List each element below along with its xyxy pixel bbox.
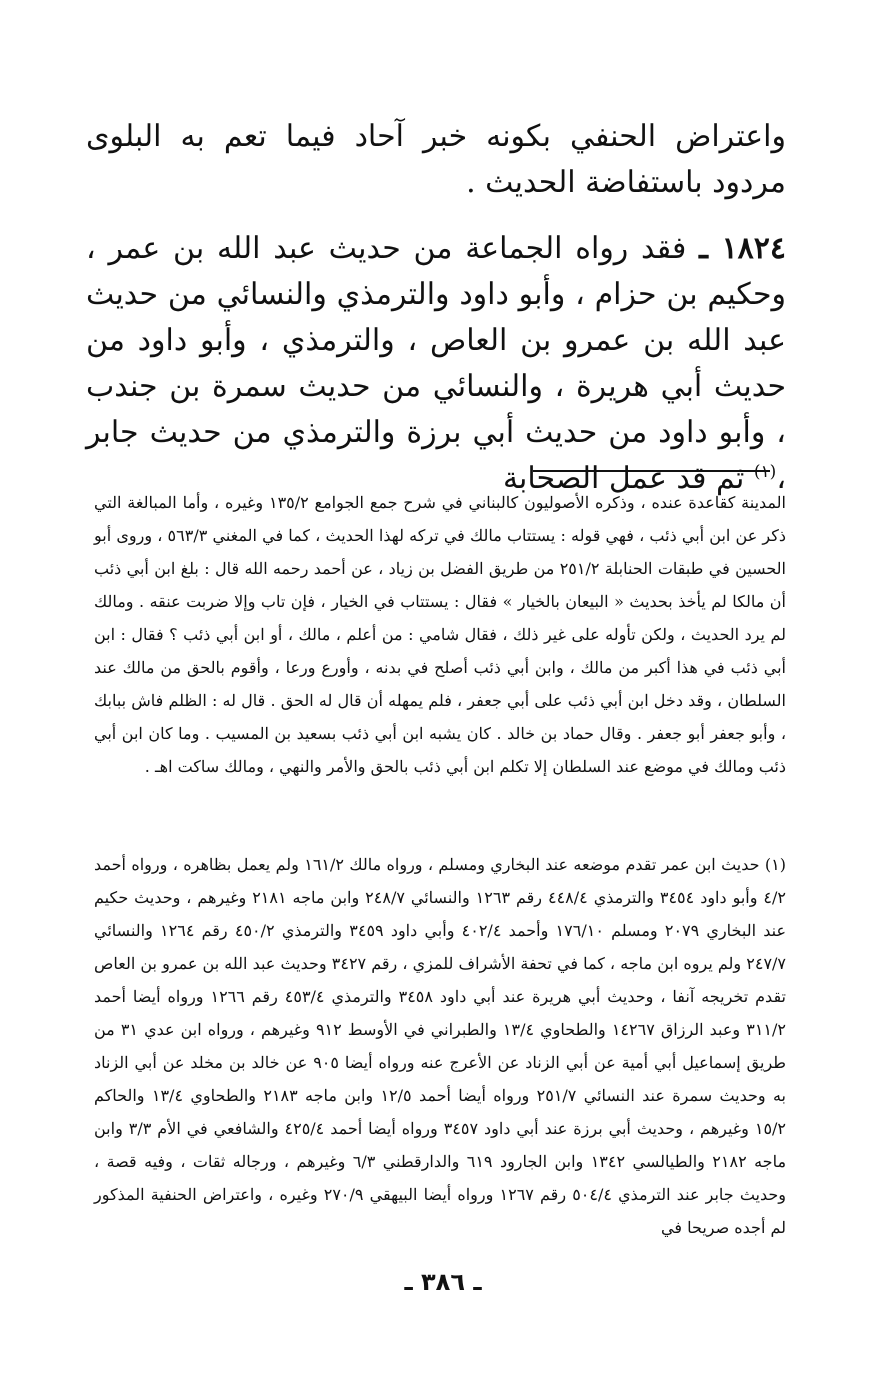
footnote-reference[interactable]: (١) xyxy=(753,462,777,482)
hadith-number: ١٨٢٤ ـ xyxy=(699,231,787,266)
main-paragraph-1 xyxy=(86,114,786,206)
main-paragraph-1-text: واعتراض الحنفي بكونه خبر آحاد فيما تعم به البلوى مردود باستفاضة الحديث . xyxy=(86,119,786,200)
footnote-divider xyxy=(533,470,770,472)
main-paragraph-2-tail: ثم قد عمل الصحابة xyxy=(502,461,754,496)
footnote-1 xyxy=(94,848,786,1244)
footnote-continued-text: المدينة كقاعدة عنده ، وذكره الأصوليون كالبناني في شرح جمع الجوامع ١٣٥/٢ وغيره ، وأما المبالغة التي ذكر عن ابن أبي ذئب ، فهي قوله : يستتاب مالك في تركه لهذا الحديث ، كما في المغني ٥٦٣/٣ ، وروى أبو الحسين في طبقات الحنابلة ٢٥١/٢ من طريق الفضل بن زياد ، عن أحمد رحمه الله قال : بلغ ابن أبي ذئب أن مالكا لم يأخذ بحديث « البيعان بالخيار » فقال : يستتاب في الخيار ، فإن تاب وإلا ضربت عنقه . ومالك لم يرد الحديث ، ولكن تأوله على غير ذلك ، فقال شامي : من أعلم ، مالك ، أو ابن أبي ذئب ؟ فقال : ابن أبي ذئب في هذا أكبر من مالك ، وابن أبي ذئب أصلح في بدنه ، وأورع ورعا ، وأقوم بالحق من مالك عند السلطان ، وقد دخل ابن أبي ذئب على أبي جعفر ، فلم يمهله أن قال له الحق . قال له : الظلم فاش ببابك ، وأبو جعفر أبو جعفر . وقال حماد بن خالد . كان يشبه ابن أبي ذئب بسعيد بن المسيب . وما كان ابن أبي ذئب ومالك في موضع عند السلطان إلا تكلم ابن أبي ذئب بالحق والأمر والنهي ، ومالك ساكت اهـ . xyxy=(94,493,787,776)
main-paragraph-2 xyxy=(86,226,786,502)
footnote-continued xyxy=(94,486,786,783)
page-number: ـ ٣٨٦ ـ xyxy=(404,1268,482,1296)
footnote-1-text: (١) حديث ابن عمر تقدم موضعه عند البخاري ومسلم ، ورواه مالك ١٦١/٢ ولم يعمل بظاهره ، ورواه أحمد ٤/٢ وأبو داود ٣٤٥٤ والترمذي ٤٤٨/٤ رقم ١٢٦٣ والنسائي ٢٤٨/٧ وابن ماجه ٢١٨١ وغيرهم ، وحديث حكيم عند البخاري ٢٠٧٩ ومسلم ١٧٦/١٠ وأحمد ٤٠٢/٤ وأبي داود ٣٤٥٩ والترمذي ٤٥٠/٢ رقم ١٢٦٤ والنسائي ٢٤٧/٧ ولم يروه ابن ماجه ، كما في تحفة الأشراف للمزي ، رقم ٣٤٢٧ وحديث عبد الله بن عمرو بن العاص تقدم تخريجه آنفا ، وحديث أبي هريرة عند أبي داود ٣٤٥٨ والترمذي ٤٥٣/٤ رقم ١٢٦٦ ورواه أيضا أحمد ٣١١/٢ وعبد الرزاق ١٤٢٦٧ والطحاوي ١٣/٤ والطبراني في الأوسط ٩١٢ وغيرهم ، ورواه ابن عدي ٣١ من طريق إسماعيل أبي أمية عن أبي الزناد عن الأعرج عنه ورواه أيضا ٩٠٥ عن خالد بن مخلد عن أبي الزناد به وحديث سمرة عند النسائي ٢٥١/٧ ورواه أيضا أحمد ١٢/٥ وابن ماجه ٢١٨٣ والطحاوي ١٣/٤ والحاكم ١٥/٢ وغيرهم ، وحديث أبي برزة عند أبي داود ٣٤٥٧ ورواه أيضا أحمد ٤٢٥/٤ والشافعي في الأم ٣/٣ وابن ماجه ٢١٨٢ والطيالسي ١٣٤٢ وابن الجارود ٦١٩ والدارقطني ٦/٣ وغيرهم ، ورجاله ثقات ، وفيه قصة ، وحديث جابر عند الترمذي ٥٠٤/٤ رقم ١٢٦٧ ورواه أيضا البيهقي ٢٧٠/٩ وغيره ، واعتراض الحنفية المذكور لم أجده صريحا في xyxy=(94,855,787,1237)
main-paragraph-2-text: فقد رواه الجماعة من حديث عبد الله بن عمر ، وحكيم بن حزام ، وأبو داود والترمذي والنسائي من حديث عبد الله بن عمرو بن العاص ، والترمذي ، وأبو داود من حديث أبي هريرة ، والنسائي من حديث سمرة بن جندب ، وأبو داود من حديث أبي برزة والترمذي من حديث جابر ، xyxy=(86,231,787,496)
main-paragraph-2-body xyxy=(86,226,786,502)
